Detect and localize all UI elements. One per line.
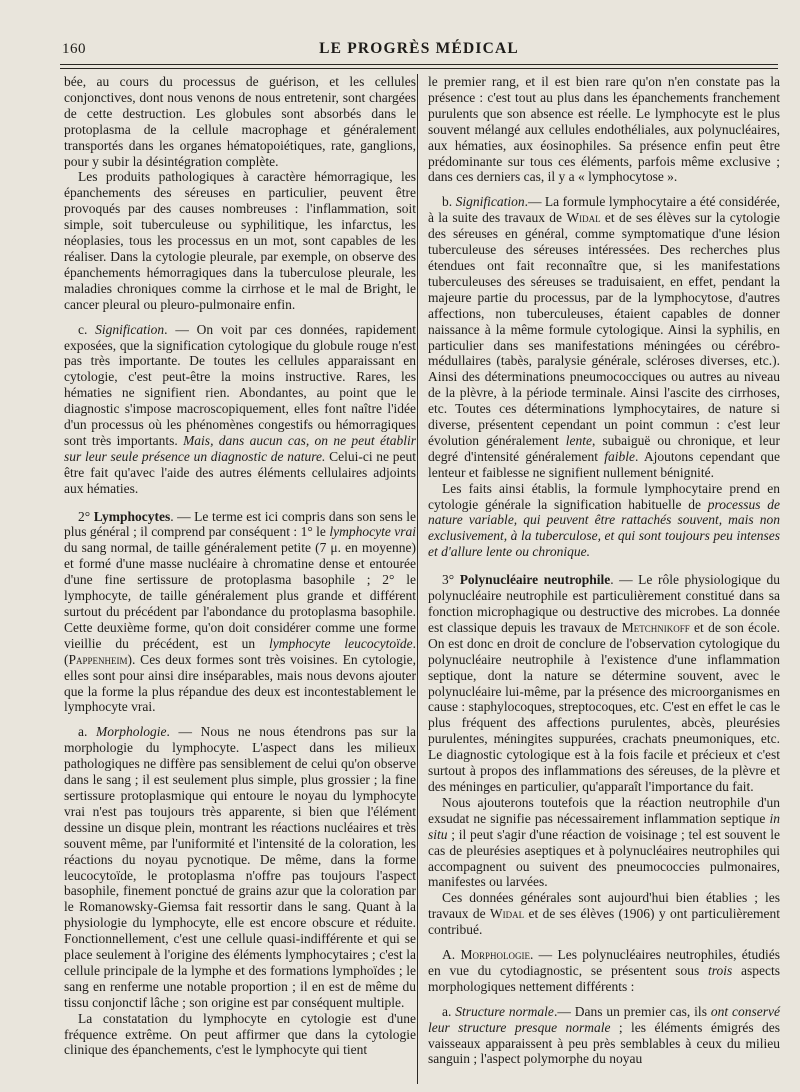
header-rule	[60, 68, 778, 69]
paragraph: La constatation du lymphocyte en cytologie est d'une fréquence extrême. On peut affirmer que dans la cytologie clinique des épanchements, c'est le lymphocyte qui tient	[64, 1010, 416, 1058]
paragraph-signification-lymphocyte: b. Signification.— La formule lymphocytaire a été considérée, à la suite des travaux de Widal et de ses élèves sur la cytologie des séreuses en général, comme symptomatique d'une lésion tuberculeuse des séreuses intéressées. Des recherches plus étendues ont fait reconnaître que, si les manifestations tuberculeuses des séreuses se traduisaient, en effet, pendant la majeure partie du processus, par de la lymphocytose, d'autres affections, non tuberculeuses, étaient capables de donner naissance à la même formule cytologique. Ainsi la syphilis, en particulier dans ses manifestations méningées ou cérébro-médullaires (tabès, paralysie générale, scléroses diverses, etc.). Ainsi des déterminations pneumococciques ou autres au niveau de la plèvre, à la période terminale. Ainsi l'ascite des cirrhoses, etc. Toutes ces déterminations lymphocytaires, de nature si diverse, présentent cependant un point commun : c'est leur évolution généralement lente, subaiguë ou chronique, et leur degré d'intensité généralement faible. Ajoutons cependant que lenteur et faiblesse ne signifient nullement bénignité.	[428, 194, 781, 480]
author-name: Metchnikoff	[621, 619, 690, 635]
page-header	[60, 40, 778, 65]
section-heading: Morphologie	[96, 724, 167, 740]
section-heading: Signification	[95, 321, 165, 337]
author-name: Pappenheim	[68, 651, 128, 667]
paragraph-signification-erythrocytes: c. Signification. — On voit par ces données, rapidement exposées, que la signification cytologique du globule rouge n'est pas très importante. De toutes les cellules apparaissant en cytologie, c'est peut-être la moins instructive. Rares, les hématies ne signifient rien. Abondantes, au point que le diagnostic s'impose macroscopiquement, elles font naître l'idée d'un processus où les phénomènes congestifs ou hémorragiques sont très importants. Mais, dans aucun cas, on ne peut établir sur leur seule présence un diagnostic de nature. Celui-ci ne peut être fait qu'avec l'aide des autres éléments cellulaires adjoints aux hématies.	[64, 321, 416, 496]
section-heading: Lymphocytes	[93, 508, 171, 524]
paragraph: Les faits ainsi établis, la formule lymphocytaire prend en cytologie générale la signification habituelle de processus de nature variable, qui peuvent être rattachés souvent, mais non exclusivement, à la tuberculose, et qui sont toujours peu intenses et d'allure lente ou chronique.	[428, 480, 780, 560]
paragraph-morphologie-lymphocyte: a. Morphologie. — Nous ne nous étendrons pas sur la morphologie du lymphocyte. L'aspect dans les milieux pathologiques ne diffère pas sensiblement de celui qu'on observe dans le sang ; il est seulement plus simple, plus grossier ; la fine sertissure protoplasmique qui entoure le noyau du lymphocyte vrai n'est pas toujours très apparente, si bien que l'élément dessine un disque plein, montrant les réactions nucléaires et très souvent même, par l'uniformité et l'intensité de la coloration, les réactions du noyau pycnotique. De même, dans la forme leucocytoïde, le protoplasma n'offre pas toujours l'aspect basophile, finement ponctué de grains azur que la coloration par le Romanowsky-Giemsa fait ressortir dans le sang. Quant à la physiologie du lymphocyte, elle est encore obscure et réduite. Fonctionnellement, c'est une cellule quasi-indifférente et qui se place seulement à l'origine des éléments lymphocytaires ; c'est la cellule principale de la lymphe et des formations lymphoïdes ; le sang en renferme une notable proportion ; il en est de même du tissu conjonctif lâche ; son origine est par conséquent multiple.	[64, 724, 416, 1010]
paragraph: Ces données générales sont aujourd'hui bien établies ; les travaux de Widal et de ses élèves (1906) y ont particulièrement contribué.	[428, 890, 780, 938]
paragraph: le premier rang, et il est bien rare qu'on n'en constate pas la présence : c'est tout au plus dans les épanchements franchement purulents que son absence est réelle. Le lymphocyte est le plus souvent mélangé aux cellules endothéliales, aux polynucléaires, aux hématies, aux éosinophiles. Sa présence enfin peut être prédominante sur tous ces éléments, parfois même exclusive ; dans ces derniers cas, il y a « lymphocytose ».	[428, 74, 780, 185]
section-heading: Structure normale	[455, 1003, 554, 1019]
paragraph-morphologie-polynucleaire: A. Morphologie. — Les polynucléaires neutrophiles, étudiés en vue du cytodiagnostic, se présentent sous trois aspects morphologiques nettement différents :	[428, 947, 781, 994]
paragraph-lymphocytes: 2° Lymphocytes. — Le terme est ici compris dans son sens le plus général ; il comprend par conséquent : 1° le lymphocyte vrai du sang normal, de taille généralement petite (7 μ. en moyenne) et formé d'une masse nucléaire à chromatine dense et entourée d'une fine sertissure de protoplasma basophile ; 2° le lymphocyte, de taille généralement plus grande et différent surtout du précédent par l'abondance du protoplasma basophile. Cette deuxième forme, qu'on doit considérer comme une forme vieillie du précédent, est un lymphocyte leucocytoïde. (Pappenheim). Ces deux formes sont très voisines. En cytologie, elles sont pour ainsi dire inséparables, mais nous devons ajouter que la forme la plus répandue des deux est incontestablement le lymphocyte vrai.	[64, 508, 417, 715]
right-column	[428, 74, 780, 1067]
journal-title: LE PROGRÈS MÉDICAL	[319, 40, 519, 57]
author-name: Widal	[489, 906, 525, 922]
author-name: Widal	[566, 210, 601, 226]
paragraph: Nous ajouterons toutefois que la réaction neutrophile d'un exsudat ne signifie pas nécessairement inflammation septique in situ ; il peut s'agir d'une réaction de voisinage ; tel est souvent le cas de pleurésies aseptiques et à polynucléaires neutrophiles qui accompagnent ou suivent des pneumococcies pulmonaires, manifestes ou larvées.	[428, 794, 780, 890]
left-column	[64, 74, 416, 1058]
paragraph: bée, au cours du processus de guérison, et les cellules conjonctives, dont nous venons de nous entretenir, sont chargées de cette destruction. Les globules sont absorbés dans le protoplasma de la cellule macrophage et généralement transportés dans les organes hématopoiétiques, rate, ganglions, pour y subir la désintégration complète.	[64, 74, 416, 169]
paragraph-polynucleaire: 3° Polynucléaire neutrophile. — Le rôle physiologique du polynucléaire neutrophile est particulièrement constitué dans sa fonction microphagique ou destructive des microbes. La donnée est classique depuis les travaux de Metchnikoff et de son école. On est donc en droit de conclure de l'observation cytologique du polynucléaire neutrophile à l'existence d'une inflammation septique, dont la nature se détermine souvent, avec le polynucléaire lui-même, par la présence des microorganismes en cause : staphylocoques, streptocoques, etc. C'est en effet le cas le plus fréquent des affections purulentes, abcès, pleurésies purulentes, méningites suppurées, crachats pneumoniques, etc. Le diagnostic cytologique est à la fois facile et précieux et c'est surtout à propos des inflammations des séreuses, de la plèvre et des méninges en particulier, qu'apparaît l'importance du fait.	[428, 572, 781, 794]
paragraph: Les produits pathologiques à caractère hémorragique, les épanchements des séreuses en particulier, peuvent être provoqués par des causes nombreuses : l'inflammation, soit simple, soit tuberculeuse ou syphilitique, les infarctus, les néoplasies, tous les processus en un mot, sont capables de les réaliser. Dans la cytologie pleurale, par exemple, on observe des épanchements hémorragiques dans la tuberculose pleurale, les maladies chroniques comme la cirrhose et le mal de Bright, le cancer pleural ou pleuro-pulmonaire enfin.	[64, 169, 416, 312]
section-heading: Signification	[455, 194, 525, 210]
section-heading: Morphologie	[460, 947, 530, 963]
section-heading: Polynucléaire neutrophile	[459, 572, 611, 588]
page-number: 160	[62, 41, 86, 57]
paragraph-structure-normale: a. Structure normale.— Dans un premier cas, ils ont conservé leur structure presque normale ; les éléments émigrés des vaisseaux apparaissent à peu près semblables à ceux du milieu sanguin ; l'aspect polymorphe du noyau	[428, 1003, 780, 1067]
column-divider	[417, 74, 418, 1084]
